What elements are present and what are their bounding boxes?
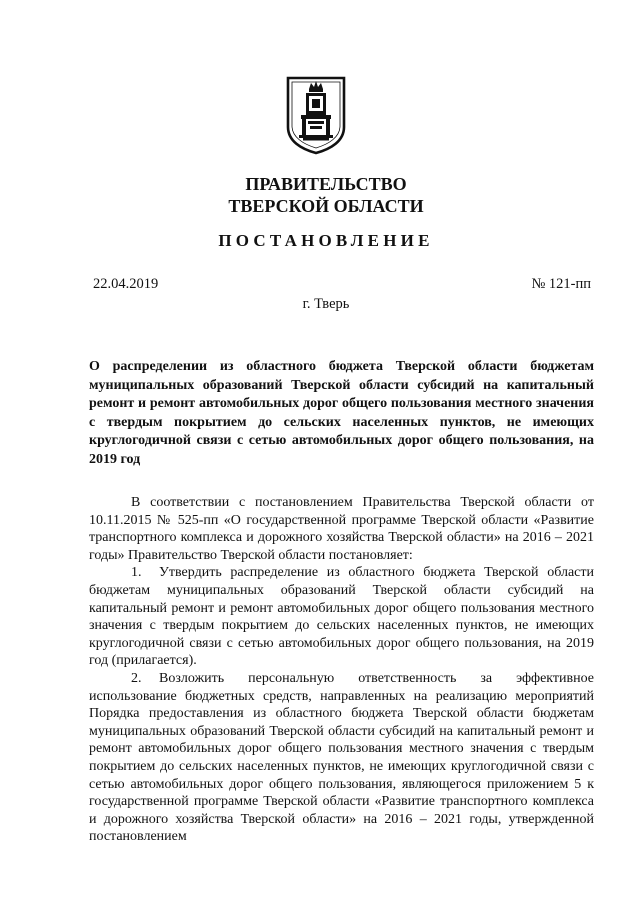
- item-text: Возложить персональную ответственность за эффективное использование бюджетных средств, направленных на реализацию мероприятий Порядка предоставления из областного бюджета Тверской области бюджетам муниципальных образований Тверской области субсидий на капитальный ремонт и ремонт автомобильных дорог общего пользования местного значения с твердым покрытием до сельских населенных пунктов, не имеющих круглогодичной связи с сетью автомобильных дорог общего пользования, являющегося приложением 5 к государственной программе Тверской области «Развитие транспортного комплекса и дорожного хозяйства Тверской области» на 2016 – 2021 годы, утвержденной постановлением: [89, 670, 594, 845]
- document-number: № 121-пп: [531, 276, 591, 292]
- preamble-paragraph: В соответствии с постановлением Правительства Тверской области от 10.11.2015 № 525-пп «О государственной программе Тверской области «Развитие транспортного комплекса и дорожного хозяйства Тверской области» на 2016 – 2021 годы» Правительство Тверской области постановляет:: [89, 495, 594, 563]
- document-body: [89, 494, 594, 846]
- item-number: 2.: [131, 670, 142, 686]
- item-text: Утвердить распределение из областного бюджета Тверской области бюджетам муниципальных образований Тверской области субсидий на капитальный ремонт и ремонт автомобильных дорог общего пользования местного значения с твердым покрытием до сельских населенных пунктов, не имеющих круглогодичной связи с сетью автомобильных дорог общего пользования, на 2019 год (прилагается).: [89, 565, 594, 669]
- list-item: [89, 670, 594, 846]
- item-number: 1.: [131, 565, 142, 581]
- organization-name-line2: ТВЕРСКОЙ ОБЛАСТИ: [228, 196, 424, 216]
- document-title: О распределении из областного бюджета Тверской области бюджетам муниципальных образований Тверской области субсидий на капитальный ремонт и ремонт автомобильных дорог общего пользования местного значения с твердым покрытием до сельских населенных пунктов, не имеющих круглогодичной связи с сетью автомобильных дорог общего пользования, на 2019 год: [89, 359, 594, 467]
- document-date: 22.04.2019: [93, 276, 159, 292]
- organization-name-line1: ПРАВИТЕЛЬСТВО: [245, 174, 407, 194]
- document-city: г. Тверь: [302, 296, 350, 312]
- tver-coat-of-arms-icon: [285, 75, 347, 155]
- document-type: ПОСТАНОВЛЕНИЕ: [218, 231, 434, 250]
- list-item: [89, 564, 594, 670]
